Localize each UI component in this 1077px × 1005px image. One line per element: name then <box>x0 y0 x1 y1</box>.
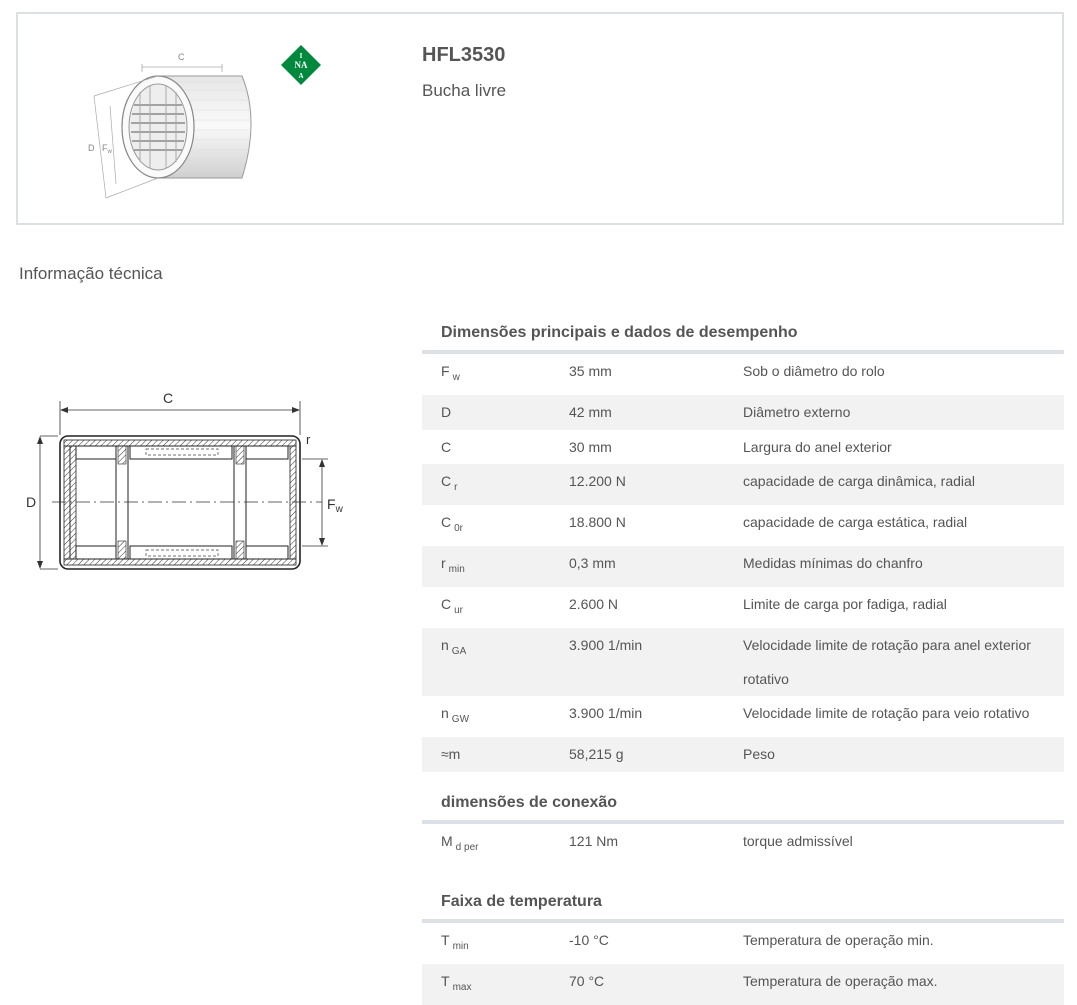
spec-symbol <box>422 696 569 737</box>
section-heading: Informação técnica <box>19 264 163 283</box>
spec-symbol <box>422 587 569 628</box>
spec-symbol-subscript: min <box>452 940 469 952</box>
spec-row <box>422 587 1064 628</box>
thumb-c-label: C <box>178 52 185 62</box>
spec-symbol <box>422 628 569 696</box>
spec-symbol <box>422 923 569 964</box>
spec-group-title: Dimensões principais e dados de desempenho <box>422 318 1064 354</box>
spec-symbol <box>422 430 569 465</box>
spec-description: Sob o diâmetro do rolo <box>743 363 885 379</box>
spec-value: -10 °C <box>569 931 609 948</box>
logo-letters-mid: NA <box>294 60 308 70</box>
spec-group-dimensions <box>422 318 1064 772</box>
spec-rows <box>422 923 1064 1005</box>
spec-value: 70 °C <box>569 972 605 989</box>
spec-group-title: Faixa de temperatura <box>422 887 1064 923</box>
spec-symbol-main: n <box>441 705 449 721</box>
spec-rows <box>422 354 1064 772</box>
spec-description: Diâmetro externo <box>743 404 851 420</box>
product-header-card <box>16 12 1064 225</box>
logo-letter-bottom: A <box>298 72 304 80</box>
thumb-d-label: D <box>88 143 95 153</box>
drawing-d-label: D <box>26 494 37 510</box>
spec-description: Peso <box>743 746 775 762</box>
spec-symbol-main: C <box>441 473 452 489</box>
spec-value: 2.600 N <box>569 596 619 612</box>
product-subtitle: Bucha livre <box>422 81 507 100</box>
drawing-r-label: r <box>306 432 311 447</box>
spec-row <box>422 354 1064 395</box>
spec-symbol-subscript: ur <box>454 605 464 616</box>
product-title: HFL3530 <box>422 44 506 66</box>
spec-rows <box>422 824 1064 865</box>
spec-group-connection <box>422 788 1064 865</box>
spec-value: 12.200 N <box>569 473 626 489</box>
thumb-fw-label: $F_w$ <box>102 143 112 155</box>
spec-symbol <box>422 354 569 395</box>
spec-symbol-main: M <box>441 832 453 849</box>
spec-symbol <box>422 505 569 546</box>
spec-description: Temperatura de operação min. <box>743 931 934 948</box>
spec-row <box>422 395 1064 430</box>
spec-group-title: dimensões de conexão <box>422 788 1064 824</box>
spec-description: torque admissível <box>743 832 853 849</box>
spec-description: Velocidade limite de rotação para veio rotativo <box>743 705 1030 721</box>
spec-symbol-subscript: w <box>452 372 460 383</box>
spec-row <box>422 505 1064 546</box>
spec-symbol-main: C <box>441 514 452 530</box>
spec-symbol-main: F <box>441 363 450 379</box>
spec-symbol <box>422 464 569 505</box>
spec-value: 42 mm <box>569 404 612 420</box>
spec-symbol-subscript: GW <box>451 714 470 725</box>
spec-description: Temperatura de operação max. <box>743 972 938 989</box>
spec-symbol-main: D <box>441 404 452 420</box>
spec-row <box>422 923 1064 964</box>
spec-tables <box>422 318 1064 1005</box>
spec-symbol-subscript: min <box>448 564 465 575</box>
spec-value: 3.900 1/min <box>569 705 643 721</box>
spec-value: 0,3 mm <box>569 555 616 571</box>
spec-description: Limite de carga por fadiga, radial <box>743 596 947 612</box>
spec-row <box>422 546 1064 587</box>
spec-row <box>422 430 1064 465</box>
spec-symbol-subscript: max <box>452 981 472 993</box>
spec-symbol-main: T <box>441 972 450 989</box>
spec-row <box>422 464 1064 505</box>
spec-value: 58,215 g <box>569 746 624 762</box>
spec-row <box>422 737 1064 772</box>
spec-row <box>422 824 1064 865</box>
spec-symbol-main: ≈m <box>441 746 461 762</box>
spec-row <box>422 964 1064 1005</box>
spec-symbol-main: T <box>441 931 450 948</box>
spec-symbol-subscript: GA <box>451 646 467 657</box>
ina-logo <box>280 44 322 86</box>
spec-symbol-main: C <box>441 596 452 612</box>
spec-description: capacidade de carga estática, radial <box>743 514 968 530</box>
spec-symbol <box>422 824 569 865</box>
spec-row <box>422 628 1064 696</box>
bearing-cross-section-drawing <box>22 383 352 583</box>
spec-symbol-subscript: d per <box>455 841 479 853</box>
spec-description: capacidade de carga dinâmica, radial <box>743 473 975 489</box>
spec-value: 30 mm <box>569 438 612 455</box>
spec-description: Largura do anel exterior <box>743 438 892 455</box>
spec-row <box>422 696 1064 737</box>
spec-symbol-subscript: 0r <box>454 523 464 534</box>
spec-value: 121 Nm <box>569 832 619 849</box>
spec-symbol <box>422 546 569 587</box>
spec-symbol <box>422 964 569 1005</box>
spec-value: 18.800 N <box>569 514 626 530</box>
spec-symbol-main: C <box>441 438 452 455</box>
drawing-c-label: C <box>163 390 174 406</box>
bearing-thumbnail-image <box>70 50 270 205</box>
drawing-fw-label: $F_w$ <box>327 496 343 515</box>
spec-symbol-main: r <box>441 555 446 571</box>
spec-symbol-main: n <box>441 637 449 653</box>
spec-description: Medidas mínimas do chanfro <box>743 555 923 571</box>
spec-group-temperature <box>422 887 1064 1005</box>
spec-symbol-subscript: r <box>454 482 458 493</box>
spec-description: Velocidade limite de rotação para anel exterior rotativo <box>743 637 1031 687</box>
spec-symbol <box>422 395 569 430</box>
spec-symbol <box>422 737 569 772</box>
spec-value: 35 mm <box>569 363 612 379</box>
logo-letter-top: I <box>299 52 303 60</box>
spec-value: 3.900 1/min <box>569 637 643 653</box>
